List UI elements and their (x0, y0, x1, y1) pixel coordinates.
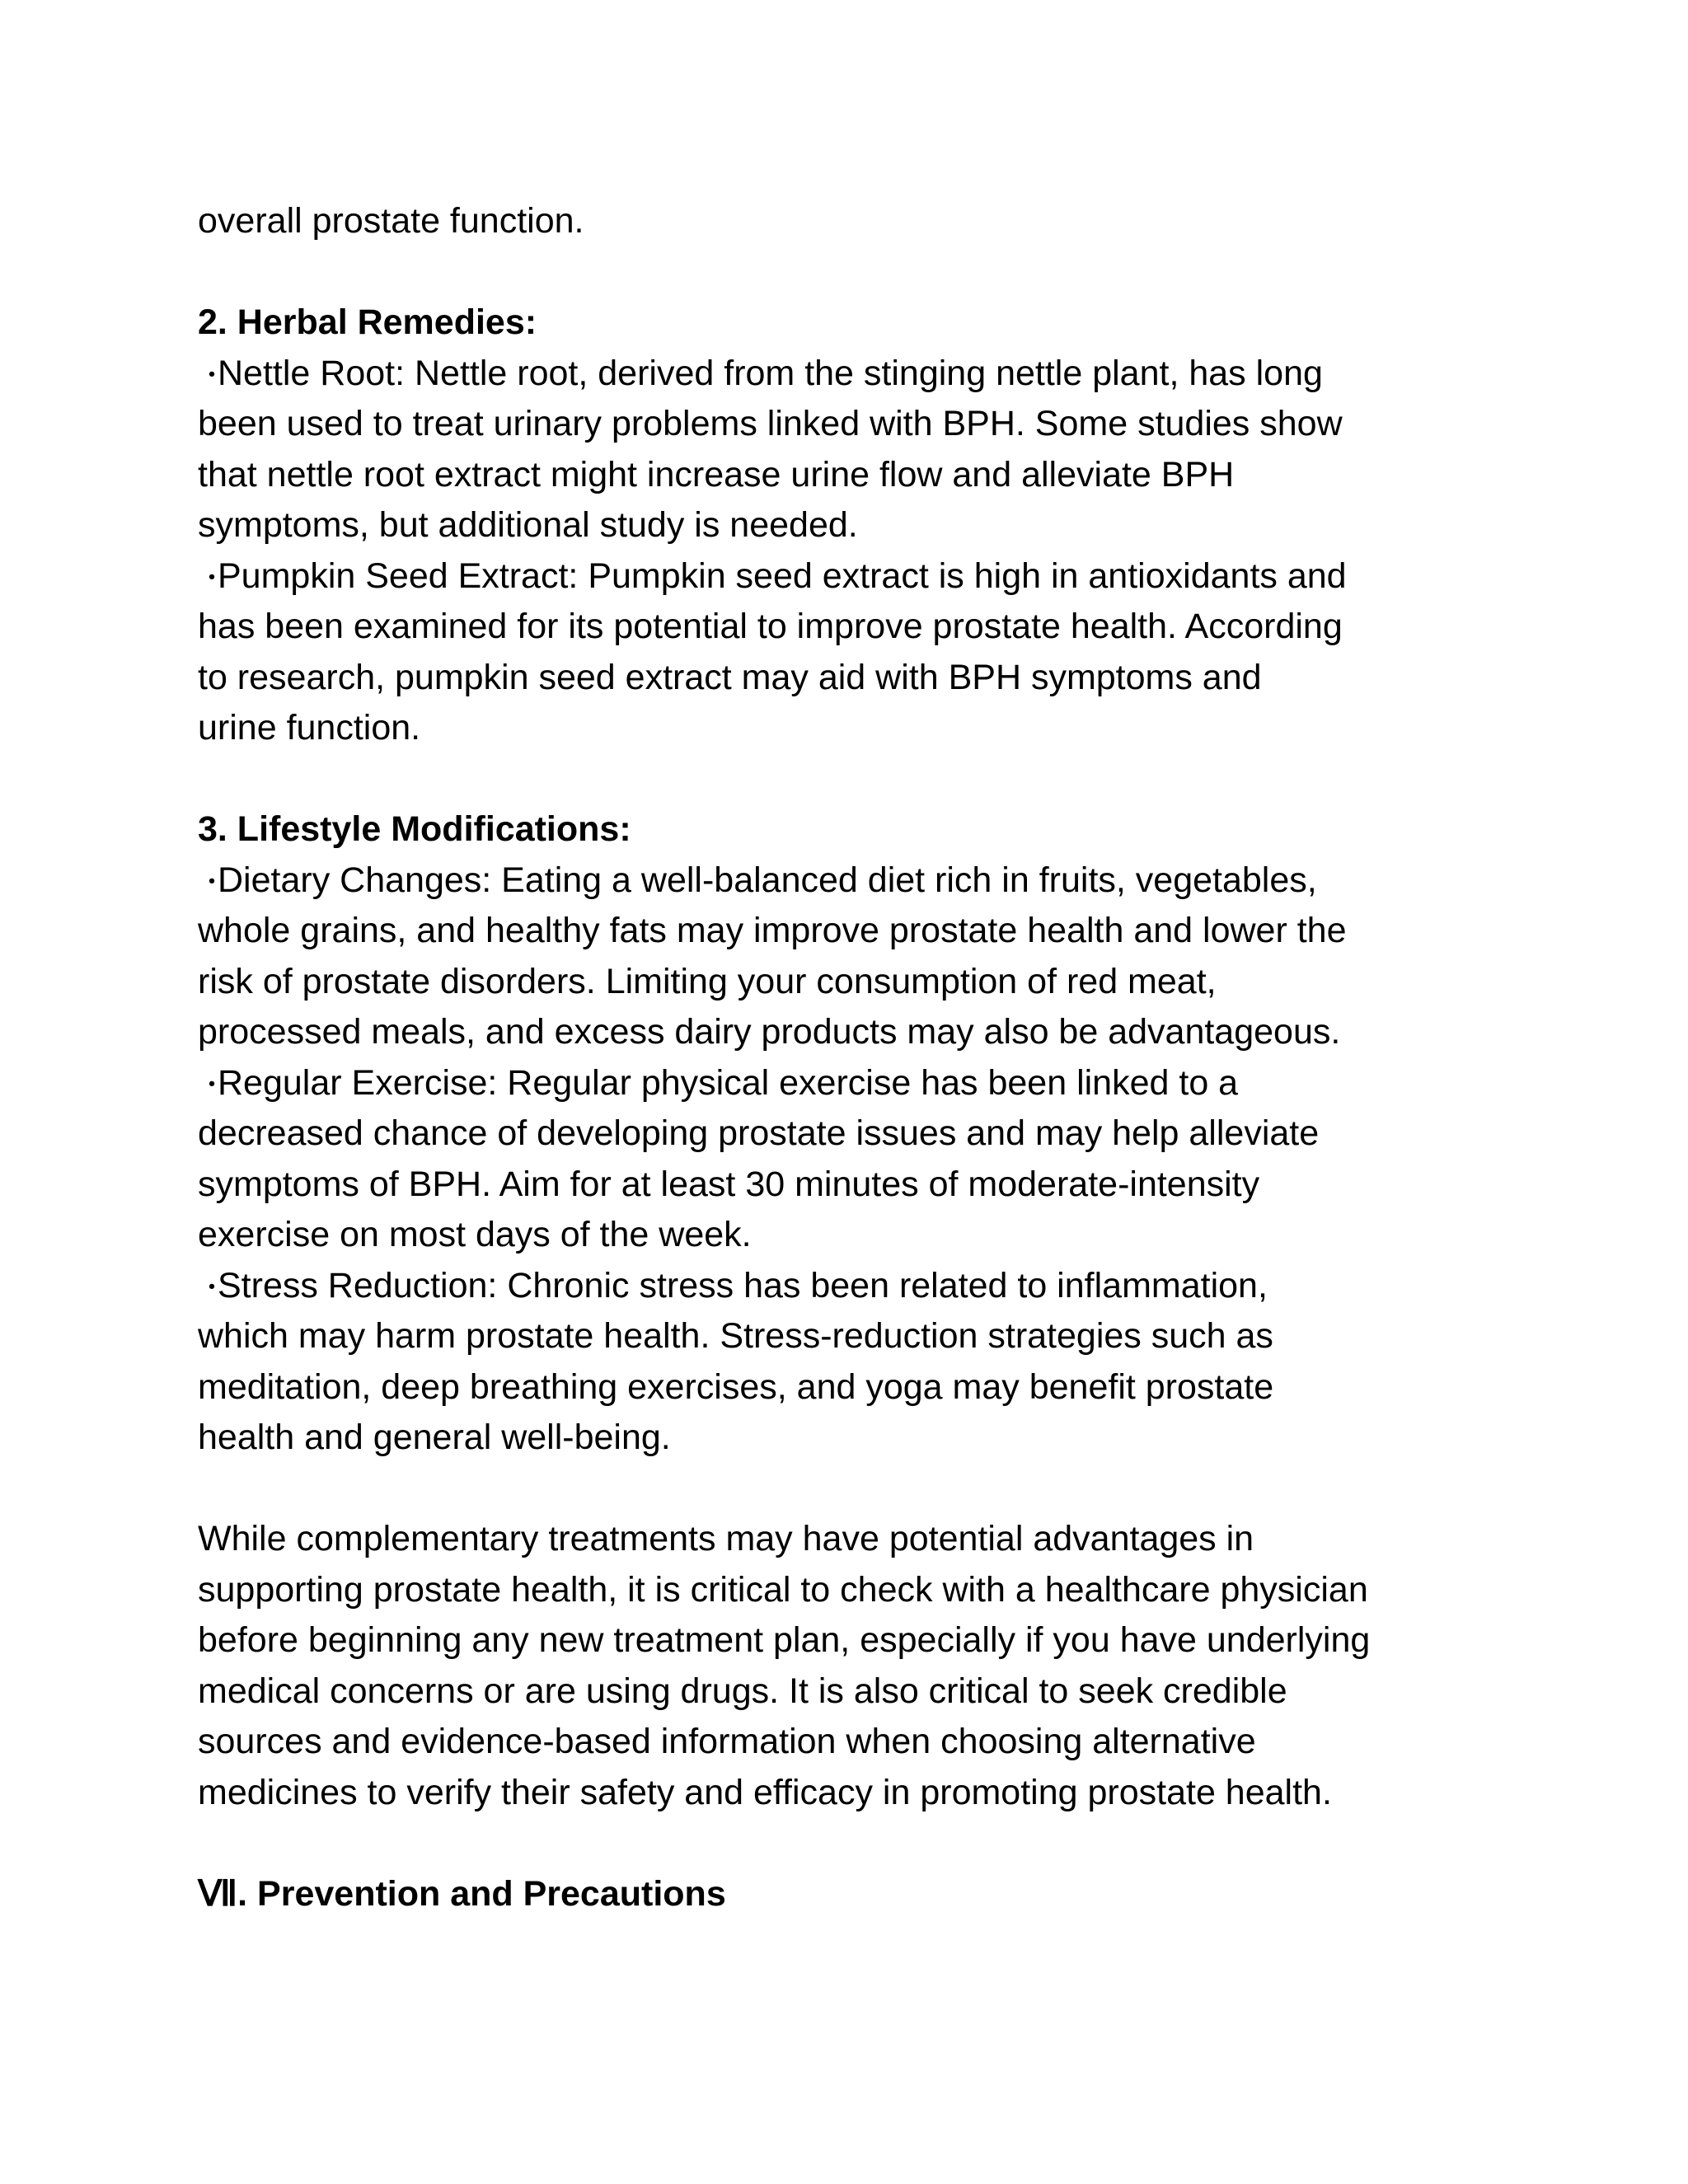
regular-exercise-text-line: exercise on most days of the week. (198, 1215, 752, 1254)
conclusion-text-line: medicines to verify their safety and efficacy in promoting prostate health. (198, 1772, 1332, 1812)
bullet-icon: ・ (198, 866, 226, 898)
nettle-root-text-line: that nettle root extract might increase urine flow and alleviate BPH (198, 454, 1235, 494)
dietary-changes-text-line: processed meals, and excess dairy products may also be advantageous. (198, 1012, 1341, 1052)
conclusion-text-line: medical concerns or are using drugs. It is also critical to seek credible (198, 1671, 1287, 1711)
stress-reduction-text-line: health and general well-being. (198, 1418, 671, 1457)
dietary-changes-text-line: Dietary Changes: Eating a well-balanced diet rich in fruits, vegetables, (218, 860, 1317, 900)
pumpkin-seed-text-line: Pumpkin Seed Extract: Pumpkin seed extract is high in antioxidants and (218, 555, 1347, 596)
spacer (198, 1464, 1500, 1515)
regular-exercise-item (198, 1058, 1500, 1261)
bullet-icon: ・ (198, 1272, 226, 1304)
pumpkin-seed-item (198, 551, 1500, 754)
conclusion-text-line: supporting prostate health, it is critical to check with a healthcare physician (198, 1569, 1368, 1610)
dietary-changes-item (198, 855, 1500, 1058)
bullet-icon: ・ (198, 1069, 226, 1101)
conclusion-text-line: sources and evidence-based information when choosing alternative (198, 1722, 1256, 1761)
spacer (198, 247, 1500, 298)
herbal-remedies-heading: 2. Herbal Remedies: (198, 302, 537, 342)
regular-exercise-text-line: symptoms of BPH. Aim for at least 30 minutes of moderate-intensity (198, 1164, 1260, 1204)
prevention-section-heading: Ⅶ. Prevention and Precautions (198, 1873, 726, 1914)
dietary-changes-text-line: risk of prostate disorders. Limiting your consumption of red meat, (198, 961, 1217, 1001)
dietary-changes-text-line: whole grains, and healthy fats may improve prostate health and lower the (198, 911, 1347, 950)
nettle-root-item (198, 349, 1500, 551)
lifestyle-modifications-heading: 3. Lifestyle Modifications: (198, 809, 631, 849)
spacer (198, 754, 1500, 805)
conclusion-text-line: before beginning any new treatment plan, especially if you have underlying (198, 1620, 1371, 1660)
pumpkin-seed-text-line: to research, pumpkin seed extract may aid with BPH symptoms and (198, 657, 1262, 697)
intro-tail-text: overall prostate function. (198, 201, 584, 241)
spacer (198, 1818, 1500, 1869)
stress-reduction-text-line: meditation, deep breathing exercises, and yoga may benefit prostate (198, 1366, 1274, 1407)
regular-exercise-text-line: Regular Exercise: Regular physical exercise has been linked to a (218, 1062, 1239, 1103)
conclusion-paragraph (198, 1514, 1500, 1818)
nettle-root-text-line: symptoms, but additional study is needed. (198, 505, 858, 545)
stress-reduction-text-line: Stress Reduction: Chronic stress has been related to inflammation, (218, 1265, 1268, 1305)
page-content (198, 196, 1500, 1919)
nettle-root-text-line: been used to treat urinary problems linked with BPH. Some studies show (198, 404, 1343, 443)
pumpkin-seed-text-line: urine function. (198, 708, 421, 748)
bullet-icon: ・ (198, 562, 226, 594)
bullet-icon: ・ (198, 359, 226, 391)
nettle-root-text-line: Nettle Root: Nettle root, derived from the stinging nettle plant, has long (218, 353, 1323, 393)
stress-reduction-text-line: which may harm prostate health. Stress-reduction strategies such as (198, 1316, 1273, 1356)
regular-exercise-text-line: decreased chance of developing prostate issues and may help alleviate (198, 1113, 1320, 1153)
pumpkin-seed-text-line: has been examined for its potential to improve prostate health. According (198, 607, 1343, 646)
stress-reduction-item (198, 1261, 1500, 1464)
conclusion-text-line: While complementary treatments may have potential advantages in (198, 1519, 1254, 1558)
